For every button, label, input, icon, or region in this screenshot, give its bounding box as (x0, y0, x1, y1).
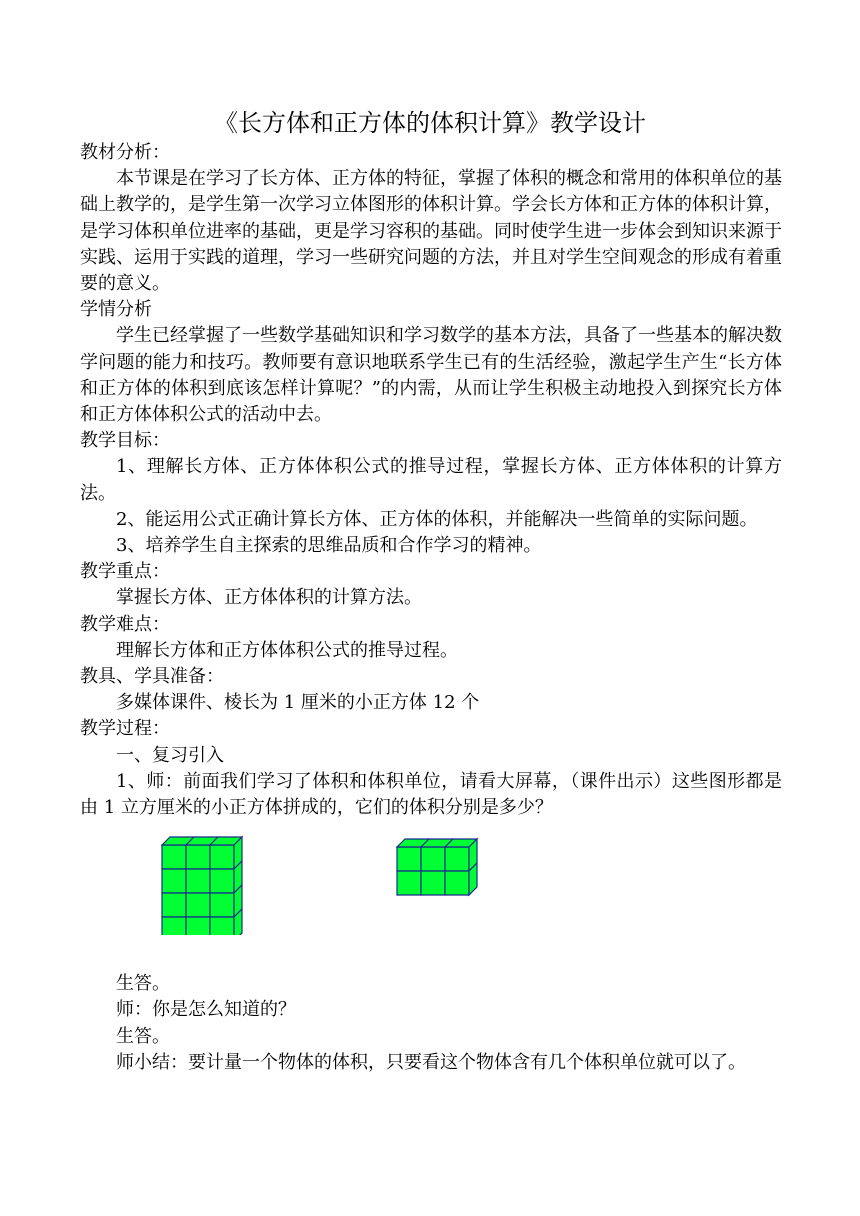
goal-item: 3、培养学生自主探索的思维品质和合作学习的精神。 (116, 535, 542, 557)
cuboid-figure-left (160, 835, 270, 935)
cube-front-face (210, 845, 234, 869)
cuboid-figure-right (395, 837, 505, 907)
cube-front-face (162, 917, 186, 935)
answer-line: 生答。 (116, 973, 170, 995)
cube-front-face (186, 893, 210, 917)
question-paragraph: 1、师：前面我们学习了体积和体积单位，请看大屏幕，（课件出示）这些图形都是由 1 立方厘米的小正方体拼成的，它们的体积分别是多少？ (80, 770, 782, 819)
goal-item: 2、能运用公式正确计算长方体、正方体的体积，并能解决一些简单的实际问题。 (116, 508, 758, 530)
goal-item: 1、理解长方体、正方体体积公式的推导过程，掌握长方体、正方体体积的计算方法。 (80, 456, 782, 504)
answer-line: 生答。 (116, 1025, 170, 1047)
teacher-summary: 师小结：要计量一个物体的体积，只要看这个物体含有几个体积单位就可以了。 (116, 1051, 746, 1073)
section-heading: 一、复习引入 (116, 744, 224, 766)
cube-front-face (210, 869, 234, 893)
cuboid-3x2-drawing (395, 837, 505, 907)
goals-heading: 教学目标： (80, 430, 170, 452)
tools-text: 多媒体课件、棱长为 1 厘米的小正方体 12 个 (116, 692, 480, 714)
cube-front-face (397, 847, 421, 871)
cuboid-3x4-drawing (160, 835, 270, 935)
cube-front-face (421, 871, 445, 895)
cube-front-face (162, 845, 186, 869)
teacher-question: 师：你是怎么知道的？ (116, 999, 296, 1021)
cube-front-face (210, 917, 234, 935)
cube-front-face (421, 847, 445, 871)
document-body (80, 140, 782, 1076)
cube-front-face (445, 871, 469, 895)
cube-front-face (186, 845, 210, 869)
analysis-paragraph: 本节课是在学习了长方体、正方体的特征，掌握了体积的概念和常用的体积单位的基础上教学的，是学生第一次学习立体图形的体积计算。学会长方体和正方体的体积计算，是学习体积单位进率的基础，更是学习容积的基础。同时使学生进一步体会到知识来源于实践、运用于实践的道理，学习一些研究问题的方法，并且对学生空间观念的形成有着重要的意义。 (80, 168, 782, 295)
cube-front-face (397, 871, 421, 895)
analysis-heading: 教材分析： (80, 142, 170, 163)
cube-front-face (186, 869, 210, 893)
tools-heading: 教具、学具准备： (80, 666, 224, 688)
cube-figures (80, 821, 782, 971)
cube-front-face (162, 869, 186, 893)
student-heading: 学情分析 (80, 299, 152, 321)
cube-front-face (162, 893, 186, 917)
student-paragraph: 学生已经掌握了一些数学基础知识和学习数学的基本方法，具备了一些基本的解决数学问题的能力和技巧。教师要有意识地联系学生已有的生活经验，激起学生产生“长方体和正方体的体积到底该怎样计算呢？”的内需，从而让学生积极主动地投入到探究长方体和正方体体积公式的活动中去。 (80, 325, 782, 426)
difficulty-text: 理解长方体和正方体体积公式的推导过程。 (116, 639, 458, 661)
document-title: 《长方体和正方体的体积计算》教学设计 (214, 109, 646, 137)
cube-front-face (445, 847, 469, 871)
cube-front-face (210, 893, 234, 917)
key-heading: 教学重点： (80, 561, 170, 583)
process-heading: 教学过程： (80, 718, 170, 740)
key-text: 掌握长方体、正方体体积的计算方法。 (116, 587, 422, 609)
difficulty-heading: 教学难点： (80, 613, 170, 635)
cube-front-face (186, 917, 210, 935)
